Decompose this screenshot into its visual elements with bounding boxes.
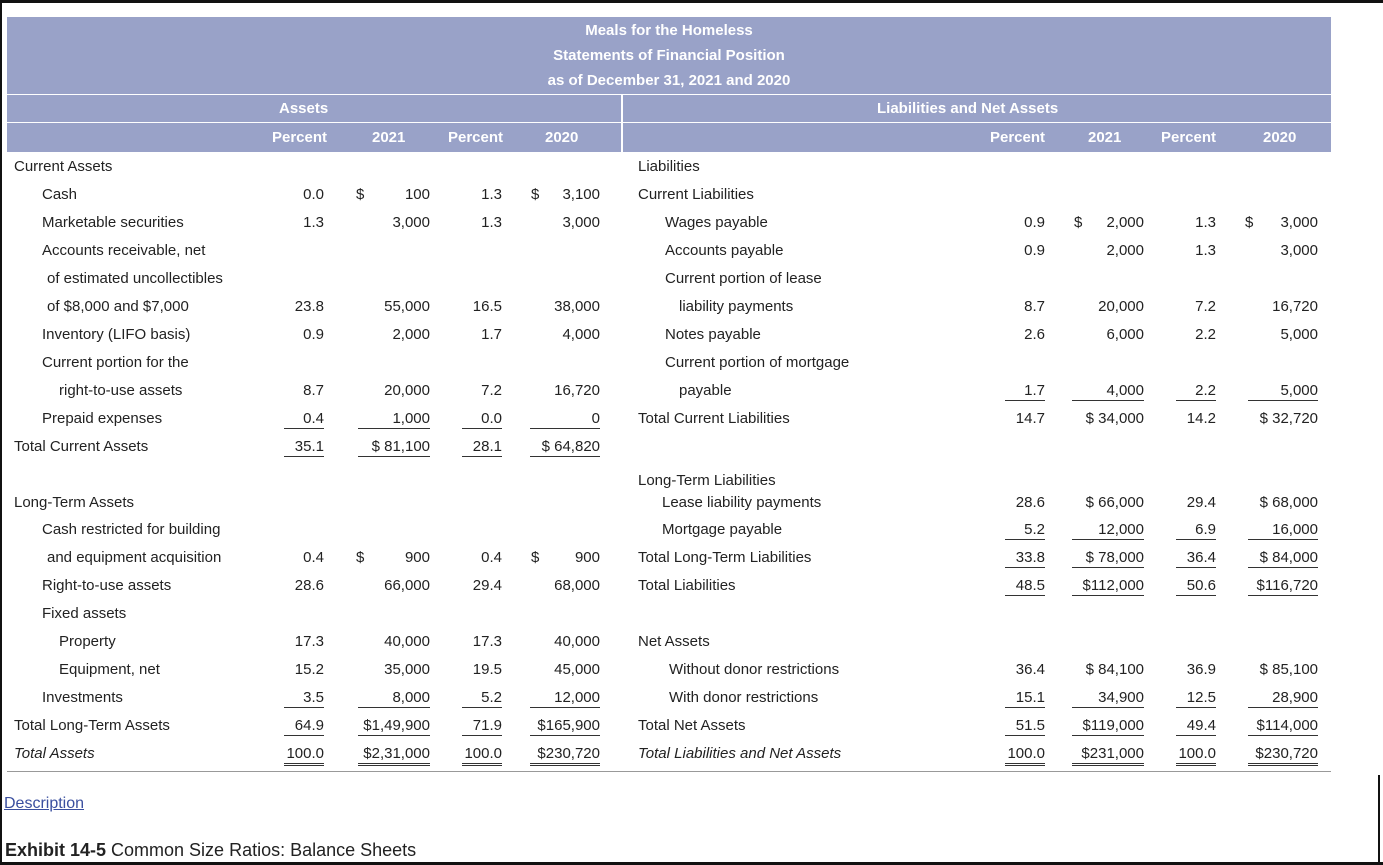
percent-2020-cell: 6.9: [1176, 521, 1216, 540]
percent-2020-cell: 1.7: [481, 326, 502, 343]
amount-2021-cell: $ 34,000: [1085, 410, 1144, 427]
percent-2020-cell: 36.9: [1186, 661, 1216, 678]
percent-2021-cell: 23.8: [294, 298, 324, 315]
amount-2021-cell: 12,000: [1072, 521, 1144, 540]
amount-2021-cell: $ 84,100: [1085, 661, 1144, 678]
amount-2020-cell: $ 68,000: [1259, 494, 1318, 511]
percent-2021-cell: 35.1: [284, 438, 324, 457]
table-bottom-rule: [7, 771, 1331, 772]
amount-2020-cell: $230,720: [1248, 745, 1318, 766]
row-label: Total Long-Term Liabilities: [638, 549, 812, 566]
amount-2020-cell: 3,000: [1280, 214, 1318, 231]
liabilities-section-title: Liabilities and Net Assets: [877, 100, 1059, 117]
amount-2021-cell: 66,000: [384, 577, 430, 594]
frame-left-border: [0, 0, 2, 865]
amount-2021-cell: $1,49,900: [358, 717, 430, 736]
percent-2020-cell: 28.1: [462, 438, 502, 457]
currency-symbol: $: [1245, 214, 1254, 231]
statement-date: as of December 31, 2021 and 2020: [547, 72, 791, 89]
row-label: Without donor restrictions: [669, 661, 840, 678]
exhibit-number: Exhibit 14-5: [5, 840, 107, 860]
row-label: Total Assets: [14, 745, 95, 762]
currency-symbol: $: [356, 549, 365, 566]
percent-2021-cell: 1.7: [1005, 382, 1045, 401]
column-separator: [621, 123, 623, 152]
amount-2021-cell: 6,000: [1106, 326, 1144, 343]
percent-2021-cell: 0.4: [284, 410, 324, 429]
percent-2021-cell: 0.9: [303, 326, 324, 343]
percent-2020-cell: 36.4: [1176, 549, 1216, 568]
row-label: Current portion of lease: [665, 270, 822, 287]
percent-2021-cell: 3.5: [284, 689, 324, 708]
row-label: Wages payable: [665, 214, 768, 231]
percent-2020-cell: 17.3: [472, 633, 502, 650]
percent-2020-cell: 2.2: [1176, 382, 1216, 401]
row-label: Inventory (LIFO basis): [42, 326, 191, 343]
row-label: of estimated uncollectibles: [47, 270, 223, 287]
row-label: right-to-use assets: [59, 382, 183, 399]
amount-2020-cell: 16,720: [1272, 298, 1318, 315]
percent-2020-cell: 0.0: [462, 410, 502, 429]
currency-symbol: $: [356, 186, 365, 203]
amount-2021-cell: 20,000: [1098, 298, 1144, 315]
amount-2021-cell: $ 78,000: [1072, 549, 1144, 568]
org-name: Meals for the Homeless: [585, 22, 753, 39]
percent-2021-cell: 5.2: [1005, 521, 1045, 540]
row-label: Total Liabilities: [638, 577, 736, 594]
amount-2020-cell: $ 85,100: [1259, 661, 1318, 678]
amount-2020-cell: 4,000: [562, 326, 600, 343]
amount-2021-cell: 900: [404, 549, 430, 566]
row-label: of $8,000 and $7,000: [47, 298, 189, 315]
percent-2020-cell: 7.2: [481, 382, 502, 399]
row-label: Cash: [42, 186, 78, 203]
amount-2021-cell: 1,000: [358, 410, 430, 429]
liab-col-2021: 2021: [1088, 129, 1122, 146]
amount-2021-cell: $ 81,100: [358, 438, 430, 457]
percent-2021-cell: 0.9: [1024, 214, 1045, 231]
amount-2020-cell: 0: [530, 410, 600, 429]
percent-2020-cell: 100.0: [1176, 745, 1216, 766]
percent-2021-cell: 8.7: [1024, 298, 1045, 315]
amount-2020-cell: 45,000: [554, 661, 600, 678]
amount-2020-cell: 5,000: [1248, 382, 1318, 401]
percent-2021-cell: 8.7: [303, 382, 324, 399]
percent-2021-cell: 1.3: [303, 214, 324, 231]
row-label: Net Assets: [638, 633, 710, 650]
amount-2021-cell: 100: [404, 186, 430, 203]
amount-2020-cell: $116,720: [1248, 577, 1318, 596]
amount-2020-cell: 16,000: [1248, 521, 1318, 540]
row-label: Long-Term Assets: [14, 494, 135, 511]
amount-2020-cell: $ 64,820: [530, 438, 600, 457]
row-label: Current portion of mortgage: [665, 354, 850, 371]
percent-2021-cell: 36.4: [1015, 661, 1045, 678]
amount-2021-cell: 34,900: [1072, 689, 1144, 708]
amount-2021-cell: 2,000: [392, 326, 430, 343]
amount-2021-cell: $ 66,000: [1085, 494, 1144, 511]
row-label: Equipment, net: [59, 661, 160, 678]
percent-2020-cell: 2.2: [1195, 326, 1216, 343]
row-label: Prepaid expenses: [42, 410, 163, 427]
percent-2021-cell: 28.6: [1015, 494, 1045, 511]
percent-2021-cell: 0.4: [303, 549, 324, 566]
amount-2020-cell: 900: [574, 549, 600, 566]
percent-2021-cell: 14.7: [1015, 410, 1045, 427]
currency-symbol: $: [531, 186, 540, 203]
liab-col-percent-2020: Percent: [1161, 129, 1217, 146]
section-header-band: [7, 95, 1331, 122]
row-label: Total Liabilities and Net Assets: [638, 745, 842, 762]
row-label: Long-Term Liabilities: [638, 472, 776, 489]
percent-2021-cell: 15.1: [1005, 689, 1045, 708]
percent-2021-cell: 51.5: [1005, 717, 1045, 736]
amount-2020-cell: 5,000: [1280, 326, 1318, 343]
percent-2020-cell: 1.3: [1195, 242, 1216, 259]
column-header-band: [7, 123, 1331, 152]
percent-2020-cell: 1.3: [1195, 214, 1216, 231]
statement-title-band: [7, 17, 1331, 94]
row-label: Total Current Assets: [14, 438, 149, 455]
row-label: and equipment acquisition: [47, 549, 222, 566]
amount-2021-cell: $231,000: [1072, 745, 1144, 766]
percent-2020-cell: 12.5: [1176, 689, 1216, 708]
row-label: Lease liability payments: [662, 494, 822, 511]
row-label: Cash restricted for building: [42, 521, 221, 538]
amount-2021-cell: 20,000: [384, 382, 430, 399]
row-label: Total Long-Term Assets: [14, 717, 170, 734]
amount-2020-cell: $ 84,000: [1248, 549, 1318, 568]
amount-2020-cell: $230,720: [530, 745, 600, 766]
amount-2021-cell: 2,000: [1106, 242, 1144, 259]
frame-right-border: [1378, 775, 1380, 865]
percent-2020-cell: 14.2: [1186, 410, 1216, 427]
row-label: Fixed assets: [42, 605, 127, 622]
percent-2021-cell: 0.0: [303, 186, 324, 203]
percent-2021-cell: 0.9: [1024, 242, 1045, 259]
amount-2020-cell: 3,000: [562, 214, 600, 231]
percent-2021-cell: 33.8: [1005, 549, 1045, 568]
percent-2021-cell: 2.6: [1024, 326, 1045, 343]
statement-name: Statements of Financial Position: [553, 47, 785, 64]
amount-2021-cell: 3,000: [392, 214, 430, 231]
row-label: Liabilities: [638, 158, 700, 175]
percent-2021-cell: 28.6: [294, 577, 324, 594]
amount-2020-cell: $114,000: [1248, 717, 1318, 736]
amount-2020-cell: $ 32,720: [1259, 410, 1318, 427]
currency-symbol: $: [1074, 214, 1083, 231]
amount-2021-cell: 2,000: [1106, 214, 1144, 231]
amount-2020-cell: 68,000: [554, 577, 600, 594]
percent-2020-cell: 7.2: [1195, 298, 1216, 315]
percent-2020-cell: 1.3: [481, 186, 502, 203]
row-label: Total Current Liabilities: [638, 410, 790, 427]
percent-2021-cell: 64.9: [284, 717, 324, 736]
amount-2021-cell: $112,000: [1072, 577, 1144, 596]
percent-2021-cell: 15.2: [294, 661, 324, 678]
row-label: Total Net Assets: [638, 717, 746, 734]
percent-2020-cell: 19.5: [472, 661, 502, 678]
percent-2020-cell: 0.4: [481, 549, 502, 566]
row-label: Marketable securities: [42, 214, 184, 231]
row-label: Property: [59, 633, 116, 650]
assets-col-percent-2020: Percent: [448, 129, 504, 146]
amount-2021-cell: 4,000: [1072, 382, 1144, 401]
column-separator: [621, 95, 623, 122]
liab-col-percent-2021: Percent: [990, 129, 1046, 146]
row-label: liability payments: [679, 298, 794, 315]
assets-col-2021: 2021: [372, 129, 406, 146]
percent-2021-cell: 100.0: [284, 745, 324, 766]
description-link[interactable]: Description: [4, 795, 85, 812]
percent-2020-cell: 29.4: [1186, 494, 1216, 511]
amount-2021-cell: $2,31,000: [358, 745, 430, 766]
row-label: Notes payable: [665, 326, 761, 343]
percent-2020-cell: 16.5: [472, 298, 502, 315]
amount-2021-cell: 8,000: [358, 689, 430, 708]
row-label: Right-to-use assets: [42, 577, 172, 594]
row-label: Accounts receivable, net: [42, 242, 206, 259]
row-label: Accounts payable: [665, 242, 784, 259]
amount-2021-cell: 55,000: [384, 298, 430, 315]
liab-col-2020: 2020: [1263, 129, 1297, 146]
percent-2020-cell: 100.0: [462, 745, 502, 766]
row-label: payable: [679, 382, 732, 399]
assets-col-percent-2021: Percent: [272, 129, 328, 146]
percent-2020-cell: 1.3: [481, 214, 502, 231]
row-label: Investments: [42, 689, 123, 706]
exhibit-caption: [5, 840, 416, 861]
percent-2020-cell: 29.4: [472, 577, 502, 594]
assets-col-2020: 2020: [545, 129, 579, 146]
amount-2020-cell: 16,720: [554, 382, 600, 399]
amount-2020-cell: 3,000: [1280, 242, 1318, 259]
percent-2020-cell: 50.6: [1176, 577, 1216, 596]
amount-2021-cell: $119,000: [1072, 717, 1144, 736]
amount-2021-cell: 35,000: [384, 661, 430, 678]
amount-2020-cell: 38,000: [554, 298, 600, 315]
row-label: Current Liabilities: [638, 186, 754, 203]
percent-2021-cell: 48.5: [1005, 577, 1045, 596]
amount-2020-cell: 12,000: [530, 689, 600, 708]
percent-2020-cell: 5.2: [462, 689, 502, 708]
amount-2021-cell: 40,000: [384, 633, 430, 650]
row-label: Mortgage payable: [662, 521, 783, 538]
percent-2021-cell: 17.3: [294, 633, 324, 650]
percent-2020-cell: 71.9: [462, 717, 502, 736]
currency-symbol: $: [531, 549, 540, 566]
row-label: Current Assets: [14, 158, 113, 175]
amount-2020-cell: 28,900: [1248, 689, 1318, 708]
assets-section-title: Assets: [279, 100, 329, 117]
frame-top-border: [0, 0, 1383, 3]
amount-2020-cell: 40,000: [554, 633, 600, 650]
percent-2021-cell: 100.0: [1005, 745, 1045, 766]
amount-2020-cell: $165,900: [530, 717, 600, 736]
row-label: Current portion for the: [42, 354, 189, 371]
exhibit-title: Common Size Ratios: Balance Sheets: [106, 840, 417, 860]
amount-2020-cell: 3,100: [562, 186, 600, 203]
percent-2020-cell: 49.4: [1176, 717, 1216, 736]
row-label: With donor restrictions: [669, 689, 819, 706]
